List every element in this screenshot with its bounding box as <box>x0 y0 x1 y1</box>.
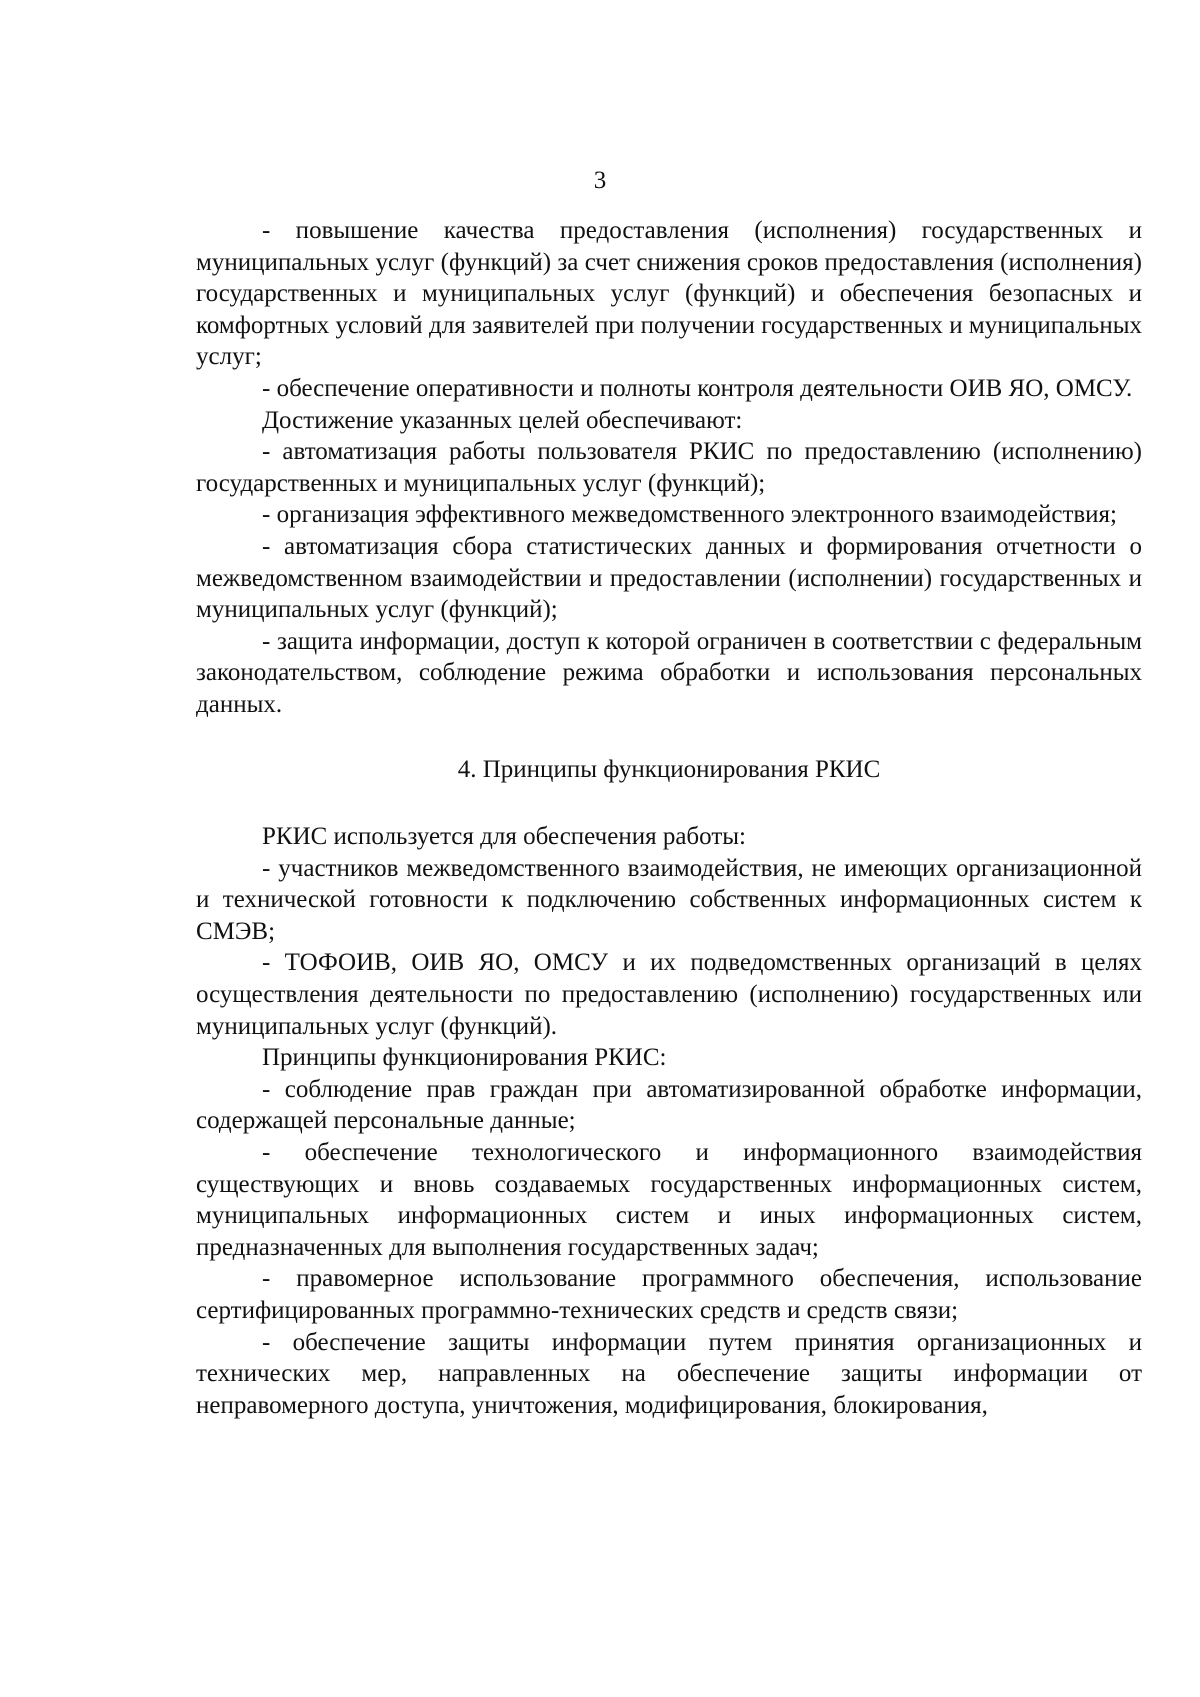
document-body <box>196 215 1142 1421</box>
paragraph: - обеспечение технологического и информационного взаимодействия существующих и вновь создаваемых государственных информационных систем, муниципальных информационных систем и иных информационных систем, предназначенных для выполнения государственных задач; <box>196 1139 1142 1261</box>
goals-section <box>196 215 1142 721</box>
paragraph: - защита информации, доступ к которой ограничен в соответствии с федеральным законодательством, соблюдение режима обработки и использования персональных данных. <box>196 627 1142 718</box>
paragraph: РКИС используется для обеспечения работы: <box>262 823 746 851</box>
principles-section <box>196 821 1142 1421</box>
paragraph: Принципы функционирования РКИС: <box>262 1044 667 1072</box>
paragraph: - соблюдение прав граждан при автоматизированной обработке информации, содержащей персональные данные; <box>196 1075 1142 1135</box>
paragraph: - организация эффективного межведомственного электронного взаимодействия; <box>262 501 1118 529</box>
paragraph: - обеспечение защиты информации путем принятия организационных и технических мер, направленных на обеспечение защиты информации от неправомерного доступа, уничтожения, модифицирования, блокирования, <box>196 1328 1142 1419</box>
paragraph: - обеспечение оперативности и полноты контроля деятельности ОИВ ЯО, ОМСУ. <box>262 374 1133 402</box>
paragraph: - правомерное использование программного обеспечения, использование сертифицированных программно-технических средств и средств связи; <box>196 1265 1142 1324</box>
paragraph: Достижение указанных целей обеспечивают: <box>262 406 743 434</box>
section-title: 4. Принципы функционирования РКИС <box>457 755 881 783</box>
paragraph: - автоматизация сбора статистических данных и формирования отчетности о межведомственном взаимодействии и предоставлении (исполнении) государственных и муниципальных услуг (функций); <box>196 532 1142 624</box>
paragraph: - участников межведомственного взаимодействия, не имеющих организационной и технической готовности к подключению собственных информационных систем к СМЭВ; <box>196 854 1142 945</box>
paragraph: - автоматизация работы пользователя РКИС по предоставлению (исполнению) государственных и муниципальных услуг (функций); <box>196 438 1142 497</box>
paragraph: - ТОФОИВ, ОИВ ЯО, ОМСУ и их подведомственных организаций в целях осуществления деятельности по предоставлению (исполнению) государственных или муниципальных услуг (функций). <box>196 949 1142 1040</box>
paragraph: - повышение качества предоставления (исполнения) государственных и муниципальных услуг (функций) за счет снижения сроков предоставления (исполнения) государственных и муниципальных услуг (функций) и обеспечения безопасных и комфортных условий для заявителей при получении государственных и муниципальных услуг; <box>196 217 1142 371</box>
page-number: 3 <box>593 167 607 194</box>
